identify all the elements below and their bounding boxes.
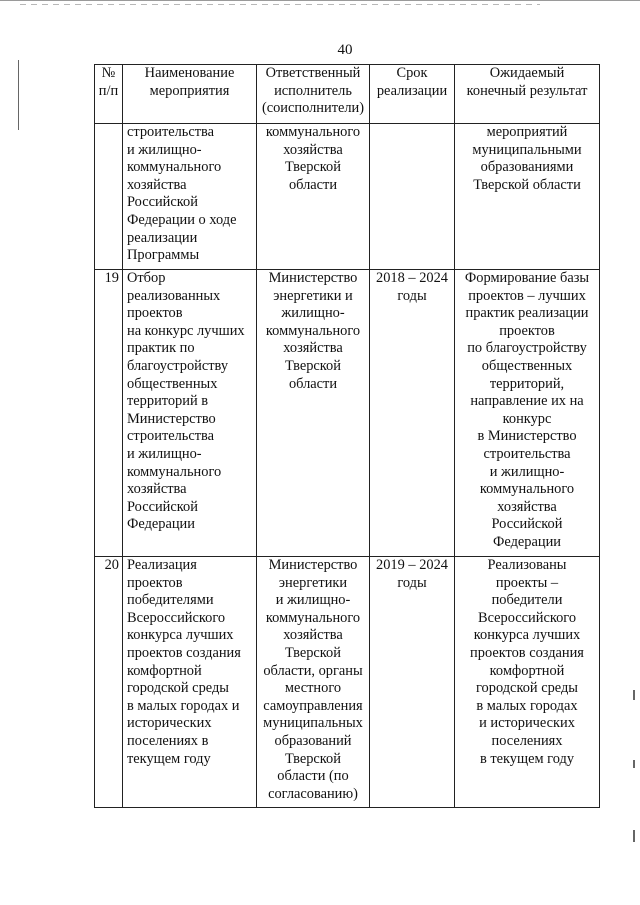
cell-line: конкурса лучших bbox=[473, 627, 581, 644]
cell-term bbox=[370, 557, 455, 808]
cell-line: хозяйства bbox=[283, 627, 343, 644]
cell-line: Реализация bbox=[127, 557, 197, 573]
cell-number: 19 bbox=[95, 270, 123, 557]
margin-mark bbox=[18, 60, 19, 130]
header-result: Ожидаемый конечный результат bbox=[455, 65, 600, 124]
cell-line: в малых городах и bbox=[127, 697, 240, 714]
cell-line: Тверской bbox=[285, 750, 341, 767]
cell-line: и жилищно- bbox=[127, 445, 202, 462]
cell-result bbox=[455, 557, 600, 808]
cell-line: коммунального bbox=[479, 481, 575, 498]
cell-term bbox=[370, 124, 455, 270]
cell-line: победителями bbox=[127, 592, 214, 609]
cell-line: образованиями bbox=[480, 159, 574, 176]
cell-line: коммунального bbox=[265, 322, 361, 339]
cell-line: Федерации bbox=[127, 516, 195, 533]
cell-line: проектов создания bbox=[470, 644, 584, 661]
margin-mark bbox=[633, 690, 635, 700]
cell-line: практик реализации bbox=[465, 305, 589, 322]
cell-line: в малых городах bbox=[476, 697, 578, 714]
cell-line: общественных bbox=[127, 375, 218, 392]
cell-line: городской среды bbox=[127, 680, 229, 697]
cell-line: поселениях bbox=[491, 732, 563, 749]
cell-line: комфортной bbox=[489, 662, 565, 679]
cell-executor bbox=[257, 124, 370, 270]
cell-executor bbox=[257, 557, 370, 808]
cell-line: области (по bbox=[277, 768, 349, 785]
cell-line: проекты – bbox=[495, 574, 559, 591]
cell-line: Программы bbox=[127, 247, 200, 264]
cell-line: в текущем году bbox=[479, 750, 575, 767]
cell-line: Министерство bbox=[268, 557, 358, 573]
header-term: Срок реализации bbox=[370, 65, 455, 124]
cell-line: проектов bbox=[127, 305, 183, 322]
table-row bbox=[95, 270, 600, 557]
cell-line: Всероссийского bbox=[477, 609, 577, 626]
cell-line: строительства bbox=[127, 124, 215, 140]
cell-result bbox=[455, 124, 600, 270]
cell-line: Формирование базы bbox=[464, 270, 590, 286]
margin-mark bbox=[633, 760, 635, 768]
cell-line: коммунального bbox=[265, 609, 361, 626]
cell-line: Федерации bbox=[493, 533, 561, 550]
cell-line: годы bbox=[397, 574, 427, 591]
cell-line: практик по bbox=[127, 340, 195, 357]
cell-line: Всероссийского bbox=[127, 609, 226, 626]
cell-line: энергетики bbox=[278, 574, 348, 591]
cell-line: Реализованы bbox=[487, 557, 567, 573]
cell-line: победители bbox=[491, 592, 563, 609]
cell-line: области, органы bbox=[263, 662, 363, 679]
header-number: № п/п bbox=[95, 65, 123, 124]
cell-line: в Министерство bbox=[477, 428, 577, 445]
page-number: 40 bbox=[337, 42, 353, 58]
cell-line: образований bbox=[274, 732, 352, 749]
cell-line: муниципальных bbox=[263, 715, 363, 732]
cell-line: согласованию) bbox=[268, 785, 358, 802]
cell-line: 2019 – 2024 bbox=[376, 557, 448, 573]
cell-line: коммунального bbox=[127, 463, 222, 480]
cell-line: реализации bbox=[127, 229, 198, 246]
cell-line: Тверской bbox=[285, 357, 341, 374]
table-row bbox=[95, 124, 600, 270]
table-header-row bbox=[95, 65, 600, 124]
cell-line: Министерство bbox=[127, 410, 216, 427]
cell-line: текущем году bbox=[127, 750, 211, 767]
cell-line: местного bbox=[284, 680, 342, 697]
cell-line: энергетики и bbox=[273, 287, 353, 304]
cell-result bbox=[455, 270, 600, 557]
cell-executor bbox=[257, 270, 370, 557]
cell-number bbox=[95, 124, 123, 270]
cell-line: самоуправления bbox=[263, 697, 363, 714]
cell-name bbox=[123, 124, 257, 270]
cell-line: направление их на bbox=[470, 393, 584, 410]
header-executor: Ответственный исполнитель (соисполнители) bbox=[257, 65, 370, 124]
cell-line: Федерации о ходе bbox=[127, 211, 237, 228]
cell-line: коммунального bbox=[127, 159, 222, 176]
cell-line: жилищно- bbox=[281, 305, 345, 322]
cell-line: на конкурс лучших bbox=[127, 322, 245, 339]
cell-line: по благоустройству bbox=[467, 340, 587, 357]
cell-line: и жилищно- bbox=[127, 141, 202, 158]
margin-mark bbox=[633, 830, 635, 842]
cell-line: территорий в bbox=[127, 393, 209, 410]
cell-line: строительства bbox=[483, 445, 571, 462]
cell-line: Российской bbox=[491, 516, 563, 533]
cell-line: Российской bbox=[127, 498, 198, 515]
cell-line: хозяйства bbox=[283, 141, 343, 158]
cell-line: коммунального bbox=[265, 124, 361, 140]
activities-table bbox=[94, 64, 600, 808]
cell-line: Тверской области bbox=[473, 176, 581, 193]
cell-line: и жилищно- bbox=[489, 463, 565, 480]
cell-term bbox=[370, 270, 455, 557]
cell-line: Отбор bbox=[127, 270, 166, 286]
cell-line: муниципальными bbox=[472, 141, 582, 158]
cell-name bbox=[123, 557, 257, 808]
cell-line: строительства bbox=[127, 428, 215, 445]
cell-line: Тверской bbox=[285, 159, 341, 176]
cell-line: Российской bbox=[127, 194, 198, 211]
cell-line: территорий, bbox=[489, 375, 565, 392]
cell-line: городской среды bbox=[476, 680, 578, 697]
cell-line: проектов bbox=[499, 322, 555, 339]
cell-line: проектов – лучших bbox=[468, 287, 586, 304]
cell-line: и жилищно- bbox=[275, 592, 351, 609]
header-activity-name: Наименование мероприятия bbox=[123, 65, 257, 124]
cell-line: хозяйства bbox=[497, 498, 557, 515]
cell-line: Министерство bbox=[268, 270, 358, 286]
cell-line: проектов bbox=[127, 574, 183, 591]
cell-line: и исторических bbox=[479, 715, 575, 732]
cell-line: реализованных bbox=[127, 287, 221, 304]
cell-line: области bbox=[288, 375, 338, 392]
cell-line: 2018 – 2024 bbox=[376, 270, 448, 286]
cell-line: конкурс bbox=[502, 410, 552, 427]
cell-line: проектов создания bbox=[127, 644, 241, 661]
cell-line: мероприятий bbox=[486, 124, 568, 140]
cell-name bbox=[123, 270, 257, 557]
cell-line: области bbox=[288, 176, 338, 193]
scan-edge bbox=[0, 0, 640, 4]
cell-line: годы bbox=[397, 287, 427, 304]
cell-line: хозяйства bbox=[283, 340, 343, 357]
table-row bbox=[95, 557, 600, 808]
cell-line: общественных bbox=[481, 357, 573, 374]
cell-number: 20 bbox=[95, 557, 123, 808]
cell-line: Тверской bbox=[285, 644, 341, 661]
cell-line: хозяйства bbox=[127, 176, 187, 193]
cell-line: комфортной bbox=[127, 662, 202, 679]
cell-line: хозяйства bbox=[127, 481, 187, 498]
cell-line: исторических bbox=[127, 715, 212, 732]
cell-line: благоустройству bbox=[127, 357, 229, 374]
cell-line: поселениях в bbox=[127, 732, 209, 749]
cell-line: конкурса лучших bbox=[127, 627, 234, 644]
